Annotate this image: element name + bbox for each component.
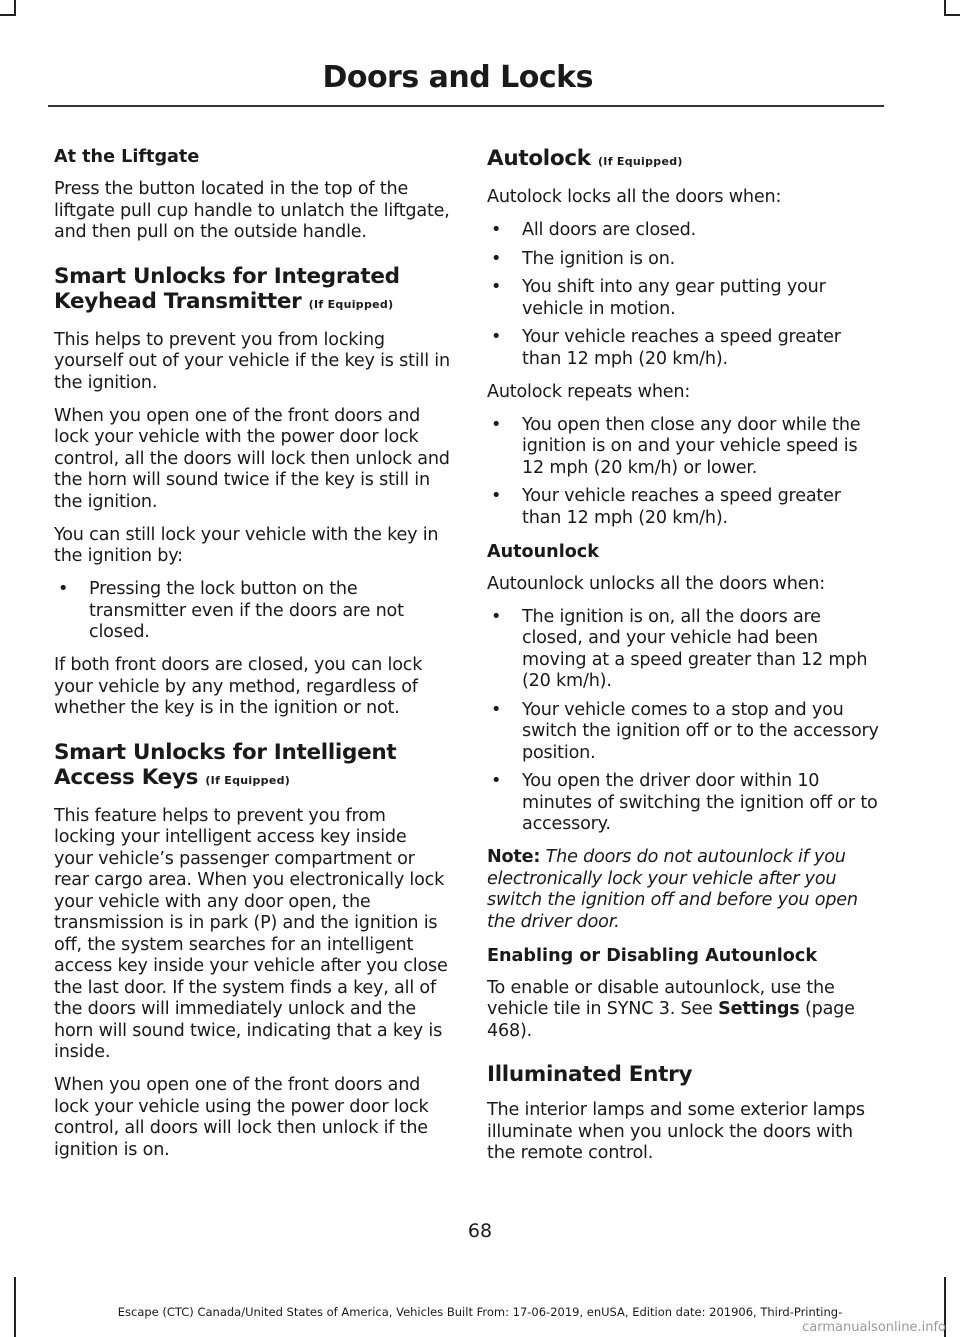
left-column [54, 146, 450, 1173]
enable-heading: Enabling or Disabling Autounlock [487, 945, 818, 966]
list-item-text: Pressing the lock button on the transmitter even if the doors are not closed. [89, 579, 404, 642]
autolock-heading [487, 146, 883, 174]
if-equipped-label: (If Equipped) [205, 773, 291, 787]
keyhead-paragraph: This helps to prevent you from locking yourself out of your vehicle if the key is still in the ignition. [54, 329, 450, 393]
bullet-icon: • [491, 699, 502, 720]
if-equipped-label: (If Equipped) [308, 297, 394, 311]
autolock-intro: Autolock locks all the doors when: [487, 187, 782, 207]
autolock-bullet-list [487, 220, 883, 370]
if-equipped-label: (If Equipped) [597, 155, 683, 168]
list-item-text: The ignition is on. [522, 248, 676, 269]
liftgate-heading: At the Liftgate [54, 147, 200, 167]
keyhead-paragraph: You can still lock your vehicle with the key in the ignition by: [54, 524, 439, 566]
illuminated-entry-heading: Illuminated Entry [487, 1062, 693, 1087]
keyhead-heading [54, 264, 450, 317]
autounlock-intro: Autounlock unlocks all the doors when: [487, 573, 825, 594]
list-item [487, 277, 883, 320]
bullet-icon: • [491, 771, 502, 791]
bullet-icon: • [491, 277, 502, 297]
list-item-text: Your vehicle reaches a speed greater than 12 mph (20 km/h). [522, 327, 841, 369]
autounlock-heading: Autounlock [487, 541, 599, 562]
list-item [54, 579, 450, 644]
list-item [487, 249, 883, 271]
list-item-text: All doors are closed. [522, 220, 697, 240]
watermark: carmanualsonline.info [802, 1320, 946, 1335]
list-item-text: Your vehicle comes to a stop and you switch the ignition off or to the accessory position. [522, 699, 879, 763]
bullet-icon: • [491, 327, 502, 347]
settings-link[interactable]: Settings [718, 999, 800, 1019]
list-item [487, 700, 883, 765]
list-item-text: Your vehicle reaches a speed greater than 12 mph (20 km/h). [522, 486, 841, 528]
crop-mark-top-right [944, 14, 960, 16]
list-item-text: The ignition is on, all the doors are closed, and your vehicle had been moving at a speed greater than 12 mph (20 km/h). [522, 606, 868, 691]
keyhead-paragraph: If both front doors are closed, you can lock your vehicle by any method, regardless of whether the key is in the ignition or not. [54, 655, 423, 718]
list-item [487, 771, 883, 836]
list-item [487, 415, 883, 480]
bullet-icon: • [491, 414, 502, 435]
edition-footer: Escape (CTC) Canada/United States of America, Vehicles Built From: 17-06-2019, enUSA, Edition date: 201906, Third-Printing- [117, 1305, 843, 1319]
repeats-intro: Autolock repeats when: [487, 381, 691, 402]
note-text: The doors do not autounlock if you electronically lock your vehicle after you switch the ignition off and before you open the driver door. [487, 847, 858, 932]
keyhead-bullet-list [54, 579, 450, 644]
iak-paragraph: This feature helps to prevent you from locking your intelligent access key inside your vehicle’s passenger compartment or rear cargo area. When you electronically lock your vehicle with any door open, the transmission is in park (P) and the ignition is off, the system searches for an intelligent access key inside your vehicle after you close the last door. If the system finds a key, all of the doors will immediately unlock and the horn will sound twice, indicating that a key is inside. [54, 805, 448, 1062]
crop-mark-top-left [0, 14, 16, 16]
bullet-icon: • [58, 579, 69, 599]
enable-text [487, 978, 883, 1043]
bullet-icon: • [491, 486, 502, 506]
enable-text-pre: To enable or disable autounlock, use the vehicle tile in SYNC 3. See [487, 977, 835, 1019]
note [487, 847, 883, 933]
keyhead-paragraph: When you open one of the front doors and lock your vehicle with the power door lock control, all the doors will lock then unlock and the horn will sound twice if the key is still in the ignition. [54, 405, 450, 512]
title-rule [48, 105, 884, 107]
page-number: 68 [467, 1220, 493, 1242]
list-item [487, 327, 883, 370]
enable-text-post: (page 468). [487, 999, 855, 1041]
right-column [487, 146, 883, 1176]
page-title: Doors and Locks [322, 60, 593, 95]
iak-heading-text: Smart Unlocks for Intelligent Access Keys [54, 739, 397, 790]
note-label: Note: [487, 847, 541, 867]
list-item-text: You shift into any gear putting your vehicle in motion. [522, 277, 826, 319]
list-item [487, 607, 883, 693]
bullet-icon: • [491, 606, 502, 627]
bullet-icon: • [491, 248, 502, 269]
autolock-heading-text: Autolock [487, 146, 591, 171]
list-item [487, 220, 883, 242]
keyhead-heading-text: Smart Unlocks for Integrated Keyhead Transmitter [54, 263, 400, 314]
repeats-bullet-list [487, 415, 883, 530]
illuminated-entry-text: The interior lamps and some exterior lamps illuminate when you unlock the doors with the remote control. [487, 1100, 865, 1163]
iak-heading [54, 740, 450, 793]
list-item-text: You open the driver door within 10 minutes of switching the ignition off or to accessory. [522, 771, 878, 834]
liftgate-text: Press the button located in the top of the liftgate pull cup handle to unlatch the liftgate, and then pull on the outside handle. [54, 179, 450, 242]
bullet-icon: • [491, 220, 502, 240]
list-item [487, 486, 883, 529]
autounlock-bullet-list [487, 607, 883, 836]
iak-paragraph: When you open one of the front doors and lock your vehicle using the power door lock control, all doors will lock then unlock if the ignition is on. [54, 1075, 429, 1160]
list-item-text: You open then close any door while the ignition is on and your vehicle speed is 12 mph (20 km/h) or lower. [522, 414, 861, 478]
